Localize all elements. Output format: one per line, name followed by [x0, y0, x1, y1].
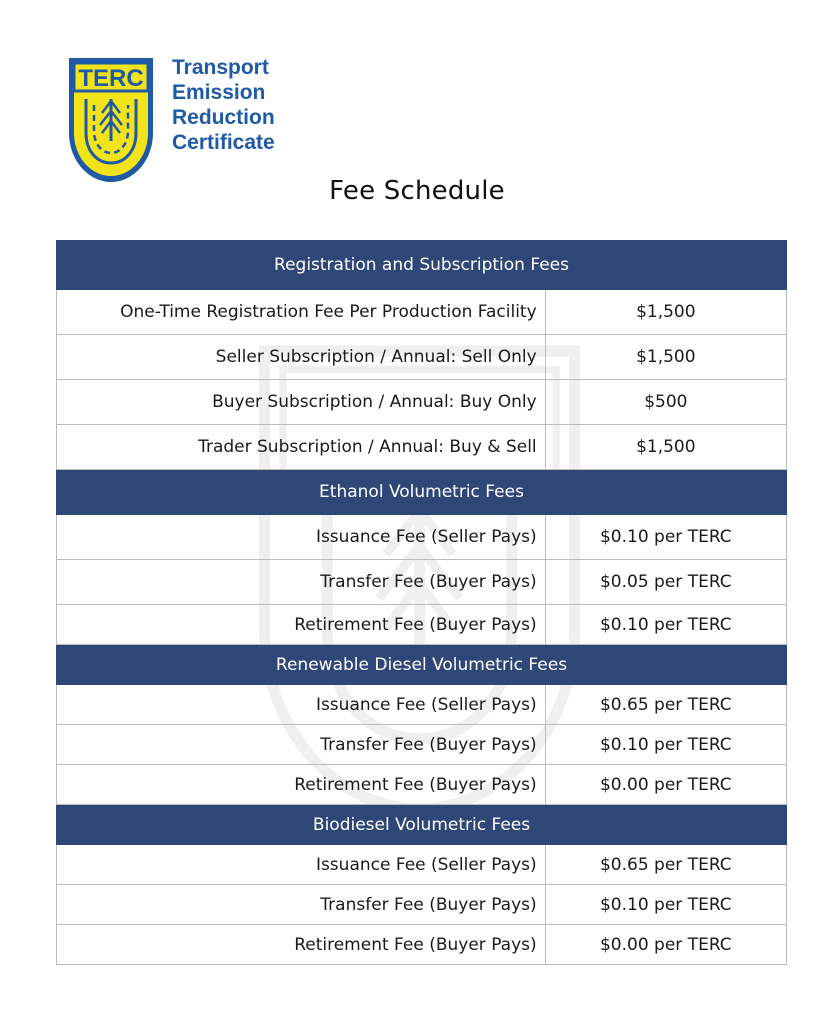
fee-label: Transfer Fee (Buyer Pays): [57, 560, 546, 605]
fee-value: $0.65 per TERC: [545, 685, 786, 725]
fee-value: $1,500: [545, 425, 786, 470]
fee-label: Issuance Fee (Seller Pays): [57, 515, 546, 560]
table-row: [57, 515, 787, 560]
fee-value: $0.00 per TERC: [545, 925, 786, 965]
section-header-row: [57, 645, 787, 685]
table-row: [57, 845, 787, 885]
logo-line-emission: Emission: [172, 81, 266, 104]
table-row: [57, 380, 787, 425]
table-row: [57, 925, 787, 965]
section-header-biodiesel: Biodiesel Volumetric Fees: [57, 805, 787, 845]
table-row: [57, 425, 787, 470]
fee-label: Transfer Fee (Buyer Pays): [57, 725, 546, 765]
logo-line-certificate: Certificate: [172, 131, 275, 154]
fee-label: Seller Subscription / Annual: Sell Only: [57, 335, 546, 380]
table-row: [57, 290, 787, 335]
table-row: [57, 605, 787, 645]
fee-value: $0.10 per TERC: [545, 515, 786, 560]
table-row: [57, 335, 787, 380]
fee-label: Retirement Fee (Buyer Pays): [57, 605, 546, 645]
fee-value: $1,500: [545, 335, 786, 380]
fee-value: $0.10 per TERC: [545, 885, 786, 925]
terc-logo: [66, 55, 286, 187]
fee-value: $0.05 per TERC: [545, 560, 786, 605]
logo-line-transport: Transport: [172, 56, 269, 79]
fee-value: $0.65 per TERC: [545, 845, 786, 885]
fee-label: Buyer Subscription / Annual: Buy Only: [57, 380, 546, 425]
table-row: [57, 885, 787, 925]
fee-label: Retirement Fee (Buyer Pays): [57, 765, 546, 805]
fee-label: Transfer Fee (Buyer Pays): [57, 885, 546, 925]
fee-value: $500: [545, 380, 786, 425]
section-header-renewable-diesel: Renewable Diesel Volumetric Fees: [57, 645, 787, 685]
logo-line-reduction: Reduction: [172, 106, 275, 129]
page-title: Fee Schedule: [329, 176, 505, 206]
terc-shield-logo-icon: [66, 55, 156, 185]
section-header-row: [57, 241, 787, 290]
fee-label: Trader Subscription / Annual: Buy & Sell: [57, 425, 546, 470]
table-row: [57, 725, 787, 765]
section-header-registration: Registration and Subscription Fees: [57, 241, 787, 290]
table-row: [57, 765, 787, 805]
fee-value: $0.10 per TERC: [545, 605, 786, 645]
fee-label: Issuance Fee (Seller Pays): [57, 685, 546, 725]
section-header-row: [57, 470, 787, 515]
logo-mark-text: TERC: [78, 65, 144, 92]
fee-label: Issuance Fee (Seller Pays): [57, 845, 546, 885]
fee-label: One-Time Registration Fee Per Production Facility: [57, 290, 546, 335]
fee-value: $0.00 per TERC: [545, 765, 786, 805]
fee-value: $0.10 per TERC: [545, 725, 786, 765]
fee-label: Retirement Fee (Buyer Pays): [57, 925, 546, 965]
fee-schedule-table: [56, 240, 787, 965]
table-row: [57, 685, 787, 725]
section-header-ethanol: Ethanol Volumetric Fees: [57, 470, 787, 515]
section-header-row: [57, 805, 787, 845]
fee-value: $1,500: [545, 290, 786, 335]
table-row: [57, 560, 787, 605]
